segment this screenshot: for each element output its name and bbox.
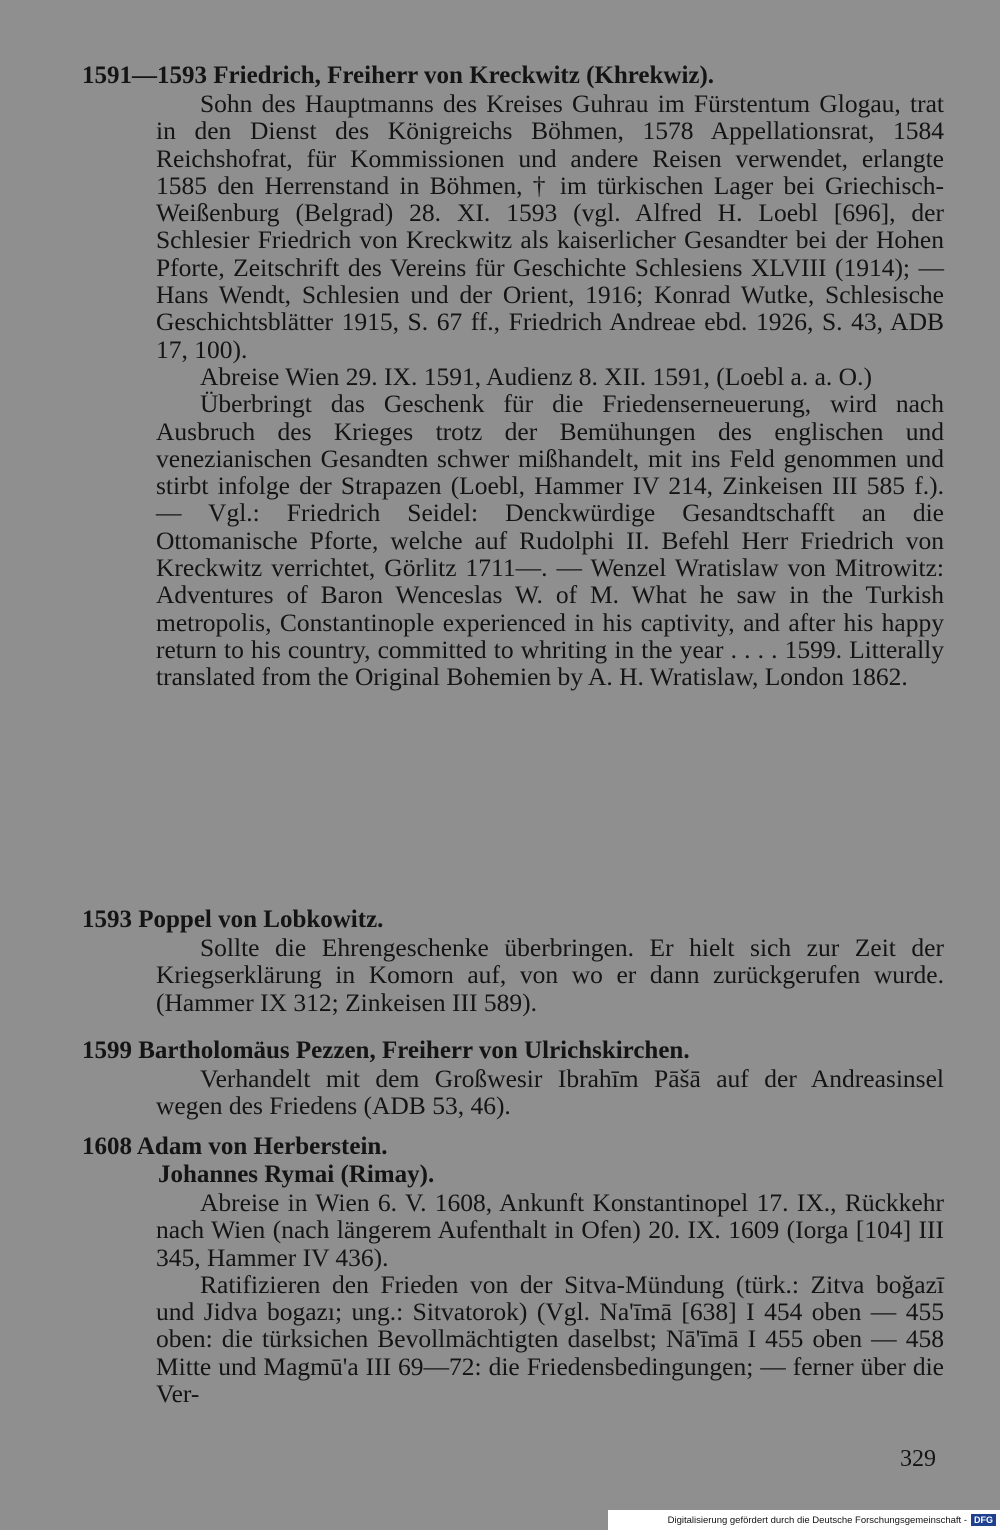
entry-heading: 1599 Bartholomäus Pezzen, Freiherr von Ulrichskirchen. (82, 1037, 690, 1064)
entry-lobkowitz (82, 906, 944, 1016)
paragraph: Sohn des Hauptmanns des Kreises Guhrau im Fürstentum Glogau, trat in den Dienst des Königreichs Böhmen, 1578 Appellationsrat, 1584 Reichshofrat, für Kommissionen und andere Reisen verwendet, erlangte 1585 den Herrenstand in Böhmen, † im türkischen Lager bei Griechisch-Weißenburg (Belgrad) 28. XI. 1593 (vgl. Alfred H. Loebl [696], der Schlesier Friedrich von Kreckwitz als kaiserlicher Gesandter bei der Hohen Pforte, Zeitschrift des Vereins für Geschichte Schlesiens XLVIII (1914); — Hans Wendt, Schlesien und der Orient, 1916; Konrad Wutke, Schlesische Geschichtsblätter 1915, S. 67 ff., Friedrich Andreae ebd. 1926, S. 43, ADB 17, 100). (156, 89, 944, 364)
entry-body (156, 90, 944, 691)
page-number: 329 (900, 1446, 936, 1472)
paragraph: Sollte die Ehrengeschenke überbringen. Er hielt sich zur Zeit der Kriegserklärung in Komorn auf, von wo er dann zurückgerufen wurde. (Hammer IX 312; Zinkeisen III 589). (156, 933, 944, 1017)
paragraph: Abreise Wien 29. IX. 1591, Audienz 8. XII. 1591, (Loebl a. a. O.) (200, 361, 872, 391)
dfg-logo: DFG (971, 1514, 996, 1526)
paragraph: Abreise in Wien 6. V. 1608, Ankunft Konstantinopel 17. IX., Rückkehr nach Wien (nach längerem Aufenthalt in Ofen) 20. IX. 1609 (Iorga [104] III 345, Hammer IV 436). (156, 1188, 944, 1272)
paragraph: Verhandelt mit dem Großwesir Ibrahīm Pāšā auf der Andreasinsel wegen des Friedens (ADB 53, 46). (156, 1064, 944, 1121)
entry-body (156, 1189, 944, 1407)
footer-bar (608, 1510, 1000, 1530)
paragraph: Überbringt das Geschenk für die Friedenserneuerung, wird nach Ausbruch des Krieges trotz der Bemühungen des englischen und venezianischen Gesandten schwer mißhandelt, mit ins Feld genommen und stirbt infolge der Strapazen (Loebl, Hammer IV 214, Zinkeisen III 585 f.). — Vgl.: Friedrich Seidel: Denckwürdige Gesandtschafft an die Ottomanische Pforte, welche auf Rudolphi II. Befehl Herr Friedrich von Kreckwitz verrichtet, Görlitz 1711—. — Wenzel Wratislaw von Mitrowitz: Adventures of Baron Wenceslas W. of M. What he saw in the Turkish metropolis, Constantinople experienced in his captivity, and after his happy return to his country, committed to whriting in the year . . . . 1599. Litterally translated from the Original Bohemien by A. H. Wratislaw, London 1862. (156, 389, 944, 692)
entry-kreckwitz (82, 62, 944, 691)
entry-heading: 1593 Poppel von Lobkowitz. (82, 906, 384, 933)
entry-pezzen (82, 1037, 944, 1120)
entry-heading: 1608 Adam von Herberstein. (82, 1133, 388, 1160)
entry-herberstein (82, 1133, 944, 1407)
entry-subheading: Johannes Rymai (Rimay). (158, 1161, 435, 1188)
footer-text: Digitalisierung gefördert durch die Deutsche Forschungsgemeinschaft - (667, 1514, 967, 1526)
entry-body (156, 934, 944, 1016)
paragraph: Ratifizieren den Frieden von der Sitva-Mündung (türk.: Zitva boğazī und Jidva bogazı; ung.: Sitvatorok) (Vgl. Na'īmā [638] I 454 oben — 455 oben: die türksichen Bevollmächtigten daselbst; Nā'īmā I 455 oben — 458 Mitte und Magmū'a III 69—72: die Friedensbedingungen; — ferner über die Ver- (156, 1269, 944, 1409)
entry-body (156, 1065, 944, 1120)
entry-heading: 1591—1593 Friedrich, Freiherr von Kreckwitz (Khrekwiz). (82, 62, 715, 89)
